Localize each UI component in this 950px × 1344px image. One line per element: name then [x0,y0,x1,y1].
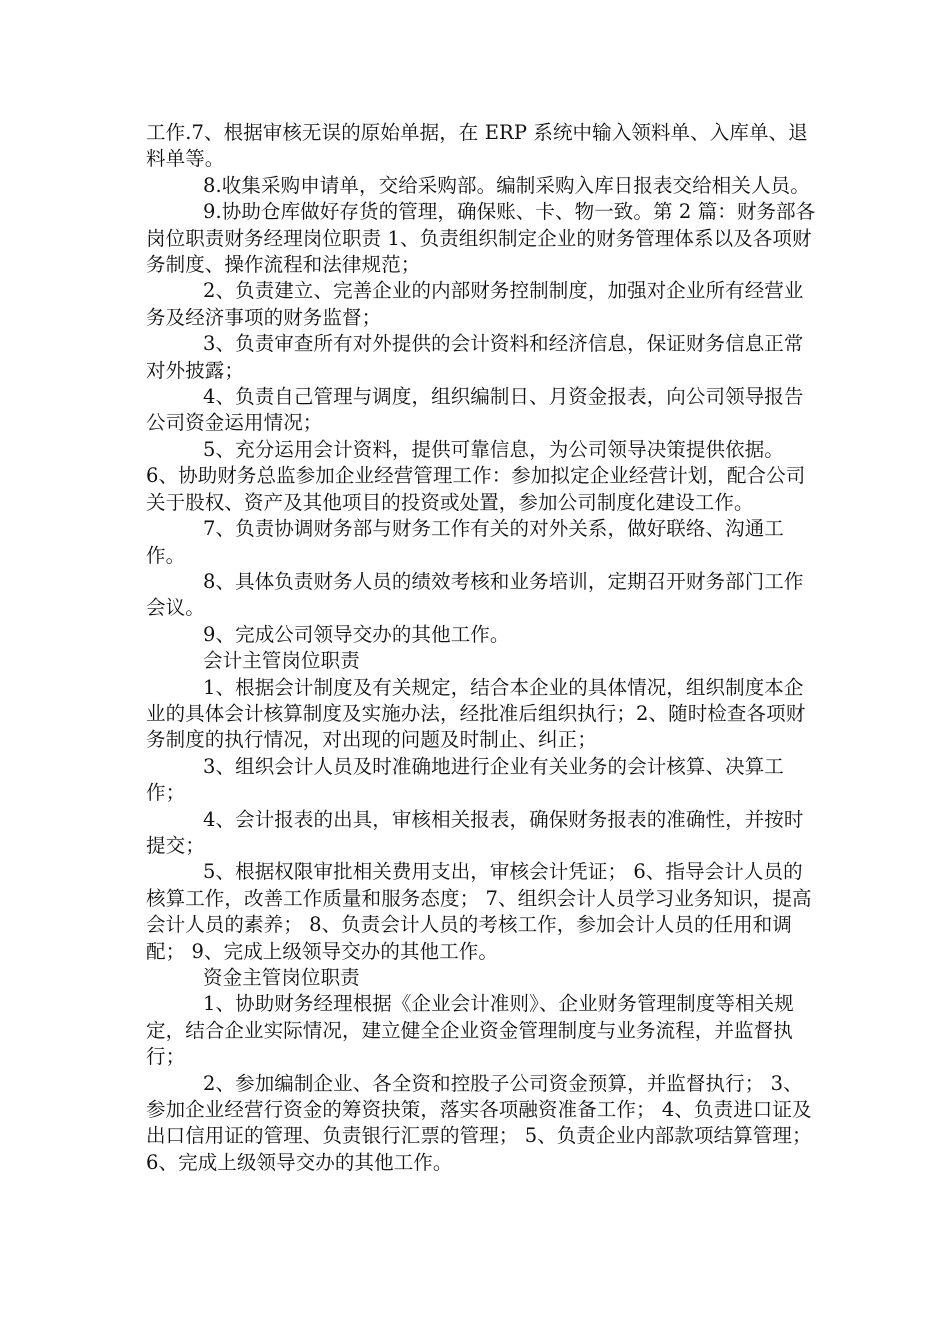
section-heading: 资金主管岗位职责 [203,966,360,989]
paragraph: 9.协助仓库做好存货的管理，确保账、卡、物一致。第 2 篇：财务部各岗位职责财务经理岗位职责 1、负责组织制定企业的财务管理体系以及各项财务制度、操作流程和法律规范； [146,200,816,277]
paragraph: 1、根据会计制度及有关规定，结合本企业的具体情况，组织制度本企业的具体会计核算制度及实施办法，经批准后组织执行；2、随时检查各项财务制度的执行情况，对出现的问题及时制止、纠正； [146,675,806,752]
paragraph: 8、具体负责财务人员的绩效考核和业务培训，定期召开财务部门工作会议。 [146,569,804,620]
paragraph: 5、充分运用会计资料，提供可靠信息，为公司领导决策提供依据。 6、协助财务总监参加企业经营管理工作：参加拟定企业经营计划，配合公司关于股权、资产及其他项目的投资或处置，参加公司制度化建设工作。 [146,437,806,514]
paragraph: 2、参加编制企业、各全资和控股子公司资金预算，并监督执行； 3、参加企业经营行资金的筹资抉策，落实各项融资准备工作； 4、负责进口证及出口信用证的管理、负责银行汇票的管理； 5、负责企业内部款项结算管理； 6、完成上级领导交办的其他工作。 [146,1071,812,1174]
paragraph: 1、协助财务经理根据《企业会计准则》、企业财务管理制度等相关规定，结合企业实际情况，建立健全企业资金管理制度与业务流程，并监督执行； [146,992,794,1069]
paragraph: 8.收集采购申请单，交给采购部。编制采购入库日报表交给相关人员。 [203,173,810,197]
paragraph: 5、根据权限审批相关费用支出，审核会计凭证； 6、指导会计人员的核算工作，改善工作质量和服务态度； 7、组织会计人员学习业务知识，提高会计人员的素养； 8、负责会计人员的考核工作，参加会计人员的任用和调配； 9、完成上级领导交办的其他工作。 [146,860,812,963]
paragraph: 3、负责审查所有对外提供的会计资料和经济信息，保证财务信息正常对外披露； [146,332,804,382]
paragraph: 7、负责协调财务部与财务工作有关的对外关系，做好联络、沟通工作。 [146,517,784,567]
paragraph: 3、组织会计人员及时准确地进行企业有关业务的会计核算、决算工作； [146,754,784,805]
paragraph: 4、会计报表的出具，审核相关报表，确保财务报表的准确性，并按时提交； [146,807,804,857]
paragraph: 4、负责自己管理与调度，组织编制日、月资金报表，向公司领导报告公司资金运用情况； [146,385,804,435]
document-body [146,120,816,1176]
paragraph: 工作.7、根据审核无误的原始单据，在 ERP 系统中输入领料单、入库单、退料单等。 [146,121,808,171]
section-heading: 会计主管岗位职责 [203,649,360,673]
paragraph: 9、完成公司领导交办的其他工作。 [203,622,510,646]
paragraph: 2、负责建立、完善企业的内部财务控制制度，加强对企业所有经营业务及经济事项的财务监督； [146,279,804,329]
